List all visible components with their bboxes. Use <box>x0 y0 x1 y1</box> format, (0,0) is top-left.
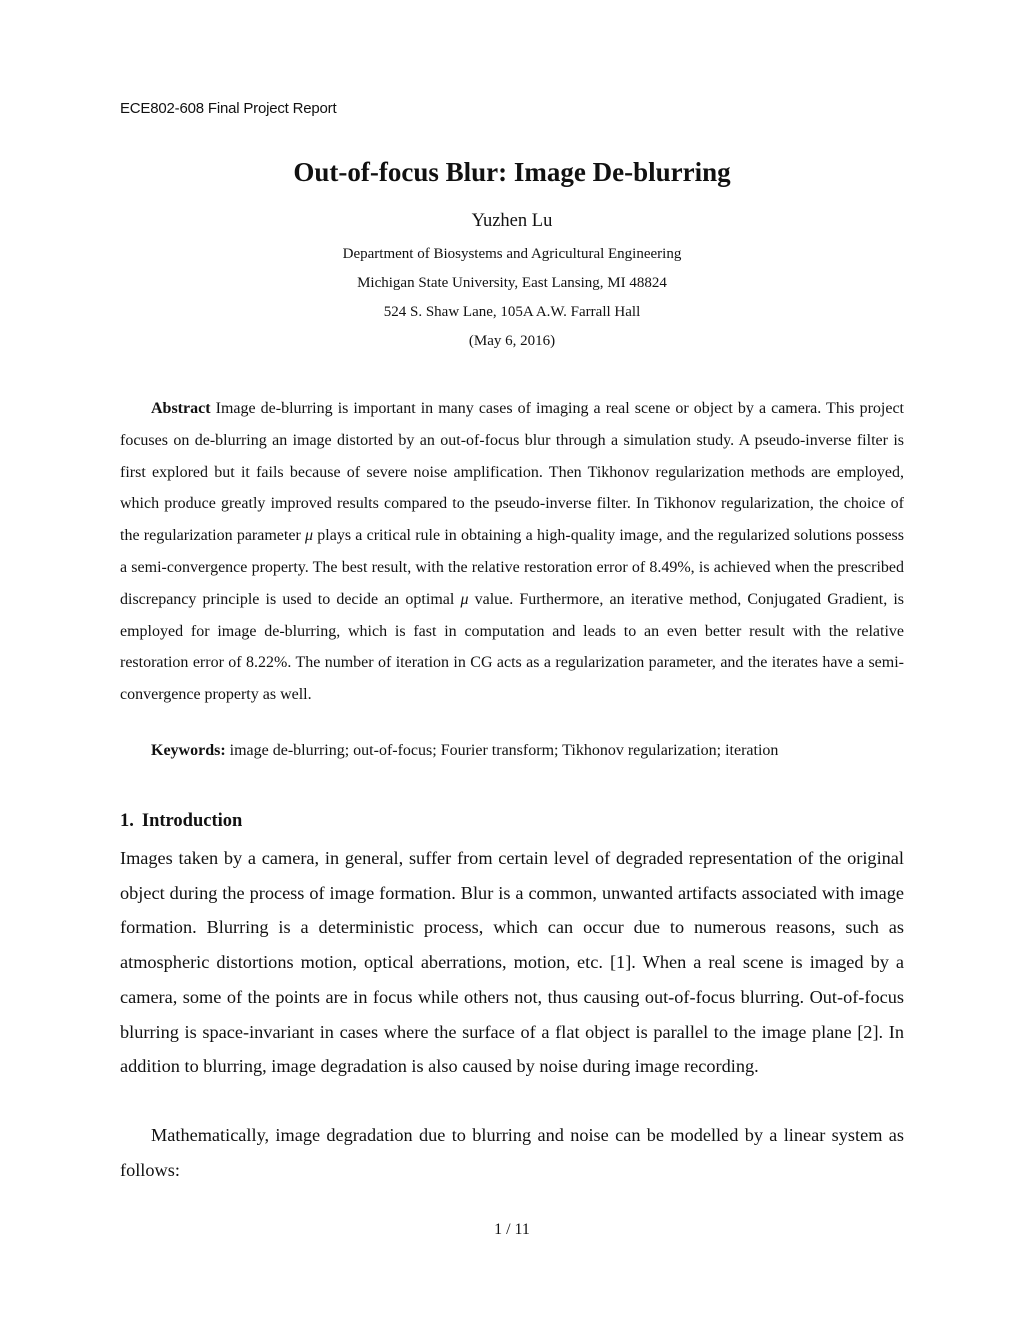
intro-paragraph-2: Mathematically, image degradation due to blurring and noise can be modelled by a linear system as follows: <box>120 1125 904 1180</box>
abstract-text-part-3: value. Furthermore, an iterative method, Conjugated Gradient, is employed for image de-blurring, which is fast in computation and leads to an even better result with the relative restoration error of 8.22%. The number of iteration in CG acts as a regularization parameter, and the iterates have a semi-convergence property as well. <box>120 590 904 704</box>
mu-symbol: μ <box>305 527 314 545</box>
affiliation-university: Michigan State University, East Lansing, MI 48824 <box>357 275 667 291</box>
abstract-text-part-2: plays a critical rule in obtaining a high-quality image, and the regularized solutions possess a semi-convergence property. The best result, with the relative restoration error of 8.49%, is achieved when the prescribed discrepancy principle is used to decide an optimal <box>120 527 904 608</box>
mu-symbol: μ <box>460 590 469 608</box>
keywords-label: Keywords: <box>151 742 226 759</box>
running-header: ECE802-608 Final Project Report <box>120 100 337 117</box>
affiliation-department: Department of Biosystems and Agricultural Engineering <box>342 246 682 262</box>
keywords-text: image de-blurring; out-of-focus; Fourier transform; Tikhonov regularization; iteration <box>225 742 779 759</box>
section-title: Introduction <box>141 811 243 831</box>
paper-title: Out-of-focus Blur: Image De-blurring <box>293 157 731 187</box>
abstract-text-part-1: Image de-blurring is important in many cases of imaging a real scene or object by a camera. This project focuses on de-blurring an image distorted by an out-of-focus blur through a simulation study. A pseudo-inverse filter is first explored but it fails because of severe noise amplification. Then Tikhonov regularization methods are employed, which produce greatly improved results compared to the pseudo-inverse filter. In Tikhonov regularization, the choice of the regularization parameter <box>120 400 904 545</box>
affiliation-address: 524 S. Shaw Lane, 105A A.W. Farrall Hall <box>383 304 641 320</box>
keywords-line <box>151 742 778 760</box>
author-name: Yuzhen Lu <box>471 211 553 231</box>
section-heading <box>120 811 242 832</box>
affiliation-date: (May 6, 2016) <box>468 333 556 349</box>
intro-paragraph-1: Images taken by a camera, in general, suffer from certain level of degraded representation of the original object during the process of image formation. Blur is a common, unwanted artifacts associated with image formation. Blurring is a deterministic process, which can occur due to numerous reasons, such as atmospheric distortions motion, optical aberrations, motion, etc. [1]. When a real scene is imaged by a camera, some of the points are in focus while others not, thus causing out-of-focus blurring. Out-of-focus blurring is space-invariant in cases where the surface of a flat object is parallel to the image plane [2]. In addition to blurring, image degradation is also caused by noise during image recording. <box>120 848 904 1077</box>
section-number: 1. <box>120 811 134 831</box>
abstract-label: Abstract <box>151 400 211 417</box>
page-number: 1 / 11 <box>494 1221 530 1238</box>
abstract-paragraph <box>120 393 904 711</box>
